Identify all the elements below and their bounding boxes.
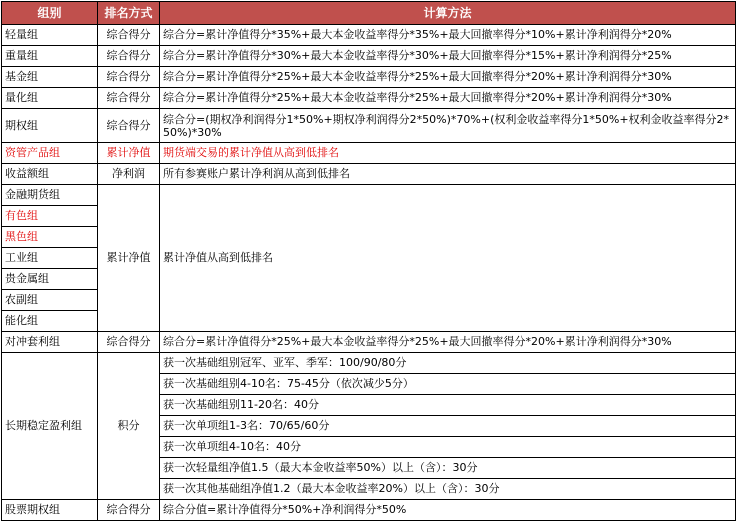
group-cell: 重量组: [2, 46, 98, 67]
group-cell: 黑色组: [2, 227, 98, 248]
method-cell-longterm: 积分: [98, 353, 160, 500]
group-cell: 资管产品组: [2, 143, 98, 164]
formula-cell: 综合分=累计净值得分*25%+最大本金收益率得分*25%+最大回撤率得分*20%+累计净利润得分*30%: [160, 332, 736, 353]
group-cell: 基金组: [2, 67, 98, 88]
formula-cell: 综合分=累计净值得分*30%+最大本金收益率得分*30%+最大回撤率得分*15%+累计净利润得分*25%: [160, 46, 736, 67]
formula-cell: 综合分=累计净值得分*35%+最大本金收益率得分*35%+最大回撤率得分*10%+累计净利润得分*20%: [160, 25, 736, 46]
table-row: [2, 88, 736, 109]
formula-cell: 综合分值=累计净值得分*50%+净利润得分*50%: [160, 500, 736, 521]
table-row: [2, 164, 736, 185]
table-row: [2, 143, 736, 164]
formula-cell: 综合分=累计净值得分*25%+最大本金收益率得分*25%+最大回撤率得分*20%+累计净利润得分*30%: [160, 67, 736, 88]
header-row: [2, 2, 736, 25]
formula-cell: 期货端交易的累计净值从高到低排名: [160, 143, 736, 164]
method-cell: 净利润: [98, 164, 160, 185]
formula-cell: 综合分=(期权净利润得分1*50%+期权净利润得分2*50%)*70%+(权利金收益率得分1*50%+权利金收益率得分2*50%)*30%: [160, 109, 736, 143]
table-row: [2, 332, 736, 353]
formula-cell-merged: 累计净值从高到低排名: [160, 185, 736, 332]
group-cell: 股票期权组: [2, 500, 98, 521]
group-cell: 工业组: [2, 248, 98, 269]
method-cell: 综合得分: [98, 25, 160, 46]
group-cell: 量化组: [2, 88, 98, 109]
formula-cell: 综合分=累计净值得分*25%+最大本金收益率得分*25%+最大回撤率得分*20%+累计净利润得分*30%: [160, 88, 736, 109]
group-cell: 贵金属组: [2, 269, 98, 290]
header-group: 组别: [2, 2, 98, 25]
table-row: [2, 185, 736, 206]
table-row: [2, 67, 736, 88]
formula-cell: 所有参赛账户累计净利润从高到低排名: [160, 164, 736, 185]
method-cell: 综合得分: [98, 109, 160, 143]
points-rule-cell: 获一次基础组别11-20名：40分: [160, 395, 736, 416]
table-row: [2, 46, 736, 67]
group-cell: 期权组: [2, 109, 98, 143]
table-row: [2, 25, 736, 46]
table-row: [2, 500, 736, 521]
points-rule-cell: 获一次基础组别4-10名：75-45分（依次减少5分）: [160, 374, 736, 395]
scoring-table: [1, 1, 736, 521]
group-cell: 轻量组: [2, 25, 98, 46]
header-ranking-method: 排名方式: [98, 2, 160, 25]
points-rule-cell: 获一次其他基础组净值1.2（最大本金收益率20%）以上（含）：30分: [160, 479, 736, 500]
method-cell: 综合得分: [98, 67, 160, 88]
points-rule-cell: 获一次单项组1-3名：70/65/60分: [160, 416, 736, 437]
group-cell: 有色组: [2, 206, 98, 227]
points-rule-cell: 获一次轻量组净值1.5（最大本金收益率50%）以上（含）：30分: [160, 458, 736, 479]
table-row: [2, 109, 736, 143]
method-cell: 综合得分: [98, 332, 160, 353]
group-cell: 收益额组: [2, 164, 98, 185]
points-rule-cell: 获一次单项组4-10名：40分: [160, 437, 736, 458]
method-cell-merged: 累计净值: [98, 185, 160, 332]
method-cell: 累计净值: [98, 143, 160, 164]
table-row: [2, 353, 736, 374]
points-rule-cell: 获一次基础组别冠军、亚军、季军：100/90/80分: [160, 353, 736, 374]
group-cell: 金融期货组: [2, 185, 98, 206]
group-cell: 农副组: [2, 290, 98, 311]
method-cell: 综合得分: [98, 46, 160, 67]
group-cell: 对冲套利组: [2, 332, 98, 353]
group-cell: 能化组: [2, 311, 98, 332]
method-cell: 综合得分: [98, 88, 160, 109]
group-cell-longterm: 长期稳定盈利组: [2, 353, 98, 500]
method-cell: 综合得分: [98, 500, 160, 521]
header-calculation: 计算方法: [160, 2, 736, 25]
